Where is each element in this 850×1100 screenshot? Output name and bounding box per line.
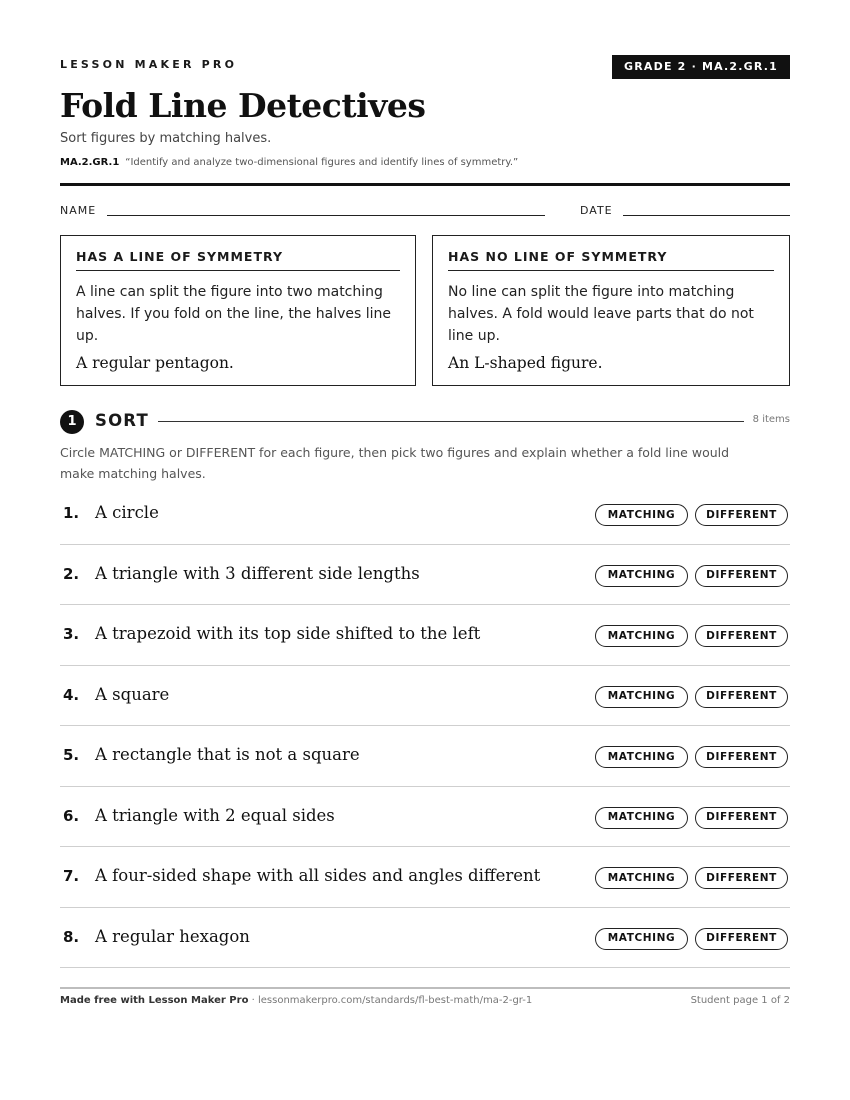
page-number: Student page 1 of 2 <box>690 995 790 1006</box>
card-example: An L-shaped figure. <box>448 354 603 372</box>
item-text: A rectangle that is not a square <box>95 745 360 764</box>
footer-credit: Made free with Lesson Maker Pro <box>60 995 249 1006</box>
different-button[interactable]: DIFFERENT <box>695 686 788 708</box>
standard-text: “Identify and analyze two-dimensional figures and identify lines of symmetry.” <box>125 157 519 168</box>
item-text: A four-sided shape with all sides and angles different <box>95 866 541 885</box>
symmetry-card <box>60 235 416 386</box>
grade-badge: GRADE 2 · MA.2.GR.1 <box>612 55 790 79</box>
section-number-badge: 1 <box>60 410 84 434</box>
list-item <box>60 605 790 666</box>
footer-url[interactable]: · lessonmakerpro.com/standards/fl-best-math/ma-2-gr-1 <box>248 995 533 1006</box>
item-text: A triangle with 3 different side lengths <box>95 563 420 583</box>
standard-code: MA.2.GR.1 <box>60 157 120 168</box>
page-subtitle: Sort figures by matching halves. <box>60 131 272 146</box>
item-text: A regular hexagon <box>95 926 250 946</box>
list-item <box>60 545 790 606</box>
different-button[interactable]: DIFFERENT <box>695 565 788 587</box>
matching-button[interactable]: MATCHING <box>595 565 688 587</box>
item-count: 8 items <box>752 414 790 425</box>
no-symmetry-card <box>432 235 790 386</box>
different-button[interactable]: DIFFERENT <box>695 807 788 829</box>
matching-button[interactable]: MATCHING <box>595 746 688 768</box>
student-info-row <box>60 204 790 218</box>
matching-button[interactable]: MATCHING <box>595 686 688 708</box>
item-number: 3. <box>63 625 80 643</box>
list-item <box>60 666 790 727</box>
date-field[interactable] <box>623 215 790 216</box>
list-item <box>60 787 790 848</box>
different-button[interactable]: DIFFERENT <box>695 625 788 647</box>
item-text: A circle <box>95 503 159 522</box>
item-number: 7. <box>63 867 80 885</box>
page-title: Fold Line Detectives <box>60 86 426 125</box>
card-description: A line can split the figure into two matching halves. If you fold on the line, the halves line up. <box>76 284 391 344</box>
brand-name: LESSON MAKER PRO <box>60 58 238 71</box>
item-number: 1. <box>63 504 80 522</box>
item-number: 4. <box>63 685 80 704</box>
item-number: 8. <box>63 927 80 946</box>
list-item <box>60 726 790 787</box>
instructions: Circle MATCHING or DIFFERENT for each figure, then pick two figures and explain whether a fold line would make matching halves. <box>60 445 730 481</box>
matching-button[interactable]: MATCHING <box>595 928 688 950</box>
sort-items-list <box>60 484 790 968</box>
item-text: A triangle with 2 equal sides <box>95 805 335 825</box>
section-rule <box>158 421 744 422</box>
header-divider <box>60 183 790 186</box>
different-button[interactable]: DIFFERENT <box>695 928 788 950</box>
standard-line <box>60 157 518 168</box>
name-field[interactable] <box>107 215 545 216</box>
item-number: 5. <box>63 746 80 764</box>
list-item <box>60 908 790 969</box>
list-item <box>60 484 790 545</box>
sort-section-header <box>60 409 790 433</box>
matching-button[interactable]: MATCHING <box>595 807 688 829</box>
card-heading: HAS NO LINE OF SYMMETRY <box>448 249 774 271</box>
list-item <box>60 847 790 908</box>
name-label: NAME <box>60 204 97 217</box>
different-button[interactable]: DIFFERENT <box>695 746 788 768</box>
different-button[interactable]: DIFFERENT <box>695 504 788 526</box>
footer-divider <box>60 987 790 989</box>
item-text: A square <box>95 684 170 704</box>
item-number: 6. <box>63 806 80 825</box>
date-label: DATE <box>580 204 613 217</box>
matching-button[interactable]: MATCHING <box>595 504 688 526</box>
card-example: A regular pentagon. <box>76 354 234 372</box>
matching-button[interactable]: MATCHING <box>595 625 688 647</box>
page-footer <box>60 995 790 1006</box>
card-description: No line can split the figure into matching halves. A fold would leave parts that do not line up. <box>448 284 754 344</box>
item-number: 2. <box>63 564 80 583</box>
section-title: SORT <box>95 411 149 430</box>
card-heading: HAS A LINE OF SYMMETRY <box>76 249 400 271</box>
item-text: A trapezoid with its top side shifted to the left <box>95 624 481 643</box>
worksheet-page <box>60 0 790 1100</box>
matching-button[interactable]: MATCHING <box>595 867 688 889</box>
different-button[interactable]: DIFFERENT <box>695 867 788 889</box>
